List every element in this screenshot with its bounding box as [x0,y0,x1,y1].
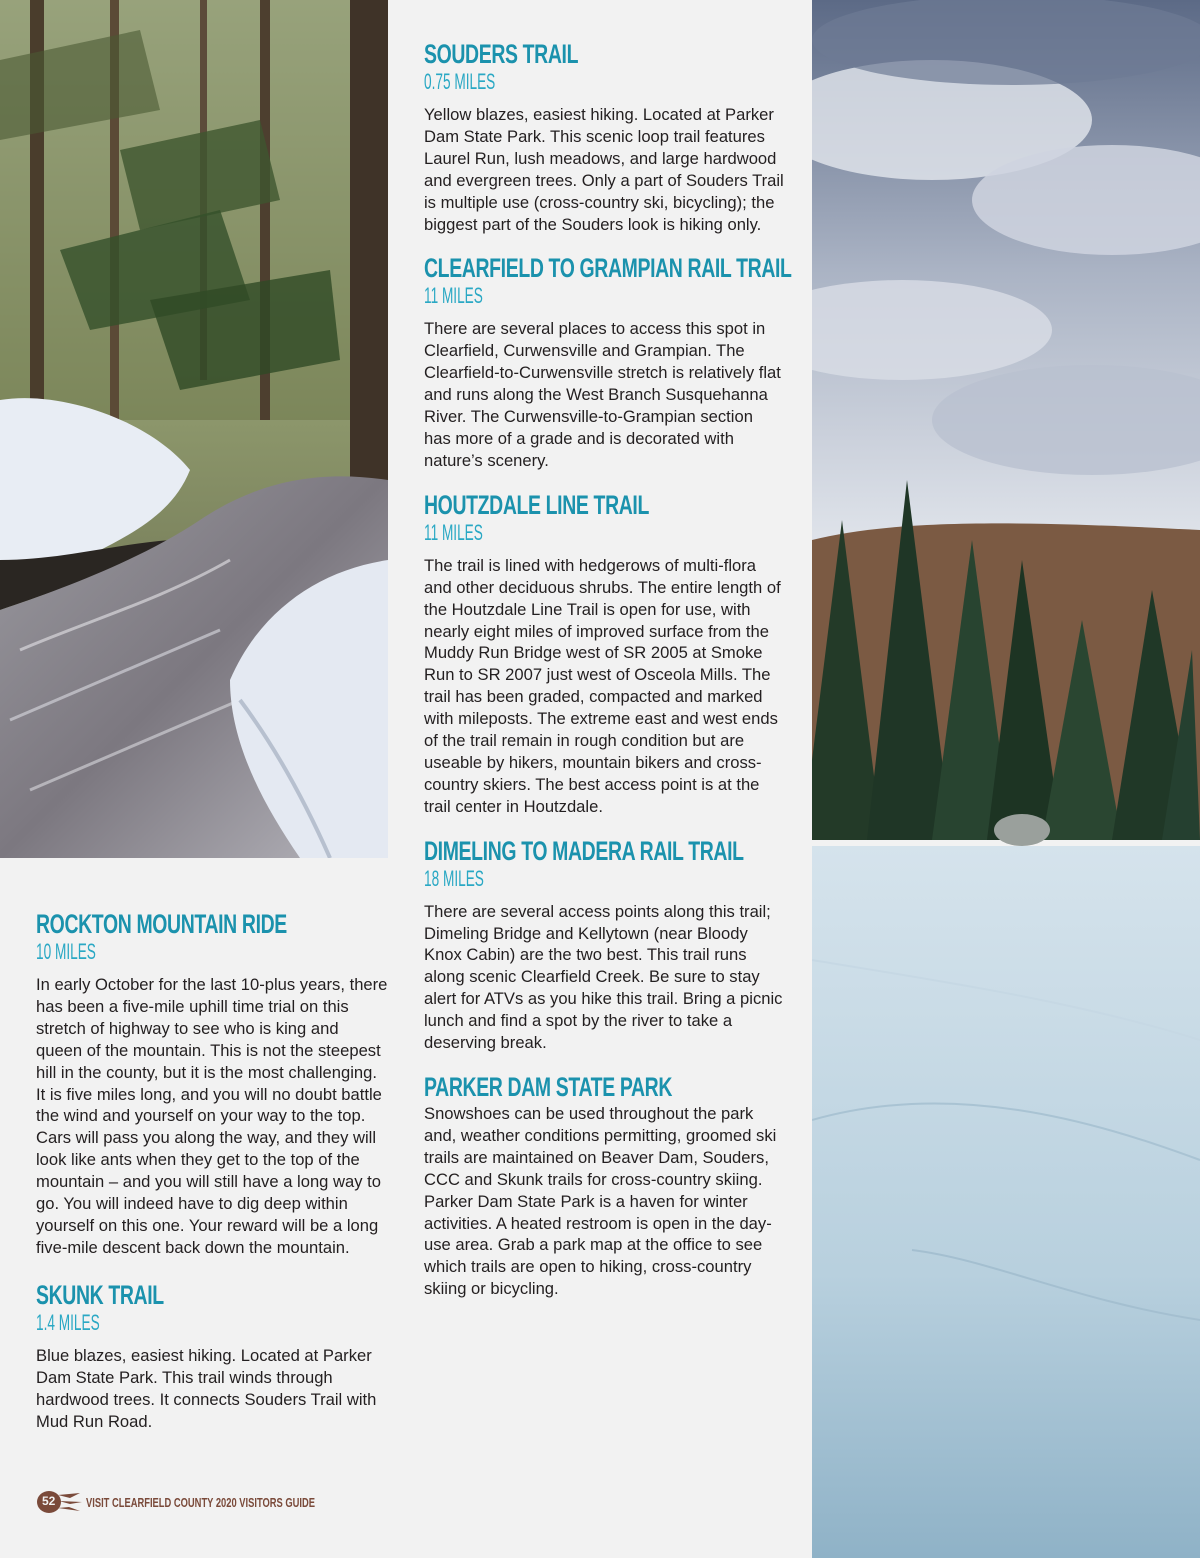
trail-clearfield-grampian [424,252,792,471]
trail-description: There are several places to access this spot in Clearfield, Curwensville and Grampian. The Clearfield-to-Curwensville stretch is relatively flat and runs along the West Branch Susquehanna River. The Curwensville-to-Grampian section has more of a grade and is decorated with nature’s scenery. [424,319,781,470]
trail-description: There are several access points along this trail; Dimeling Bridge and Kellytown (near Bloody Knox Cabin) are the two best. This trail runs along scenic Clearfield Creek. Be sure to stay alert for ATVs as you hike this trail. Bring a picnic lunch and find a spot by the river to take a deserving break. [424,901,783,1053]
bear-paw-icon [36,1490,82,1514]
trail-title: PARKER DAM STATE PARK [424,1072,673,1102]
trail-title: HOUTZDALE LINE TRAIL [424,489,649,520]
right-text-column [424,38,792,1300]
page-footer [36,1490,404,1514]
trail-description: Yellow blazes, easiest hiking. Located at Parker Dam State Park. This scenic loop trail features Laurel Run, lush meadows, and large hardwood and evergreen trees. Only a part of Souders Trail is multiple use (cross-country ski, bicycling); the biggest part of the Souders look is hiking only. [424,105,784,234]
trail-title: SOUDERS TRAIL [424,39,579,69]
trail-skunk [36,1279,388,1433]
trail-houtzdale-line [424,489,784,818]
trail-description: Blue blazes, easiest hiking. Located at Parker Dam State Park. This trail winds through hardwood trees. It connects Souders Trail with Mud Run Road. [36,1345,377,1431]
frozen-lake-photo [812,0,1200,1558]
trail-title: ROCKTON MOUNTAIN RIDE [36,909,287,939]
trail-distance: 18 MILES [424,865,484,891]
trail-distance: 1.4 MILES [36,1309,100,1335]
trail-distance: 11 MILES [424,283,483,309]
page-number: 52 [42,1494,56,1508]
trail-distance: 0.75 MILES [424,69,496,94]
trail-description: In early October for the last 10-plus years, there has been a five-mile uphill time trial on this stretch of highway to see who is king and queen of the mountain. This is not the steepest hill in the county, but it is the most challenging. It is five miles long, and you will no doubt battle the wind and yourself on your way to the top. Cars will pass you along the way, and they will look like ants when they get to the top of the mountain – and you will still have a long way to go. You will indeed have to dig deep within yourself on this one. Your reward will be a long five-mile descent back down the mountain. [36,975,388,1257]
left-text-column [36,908,388,1432]
guide-title: VISIT CLEARFIELD COUNTY 2020 VISITORS GUIDE [86,1494,316,1510]
trail-rockton-mountain [36,908,388,1259]
trail-parker-dam [424,1071,784,1300]
trail-description: Snowshoes can be used throughout the park and, weather conditions permitting, groomed ski trails are maintained on Beaver Dam, Souders, CCC and Skunk trails for cross-country skiing. Parker Dam State Park is a haven for winter activities. A heated restroom is open in the day-use area. Grab a park map at the office to see which trails are open to hiking, cross-country skiing or bicycling. [424,1104,777,1299]
trail-title: DIMELING TO MADERA RAIL TRAIL [424,835,744,866]
trail-description: The trail is lined with hedgerows of multi-flora and other deciduous shrubs. The entire length of the Houtzdale Line Trail is open for use, with nearly eight miles of improved surface from the Muddy Run Bridge west of SR 2005 at Smoke Run to SR 2007 just west of Osceola Mills. The trail has been graded, compacted and marked with mileposts. The extreme east and west ends of the trail remain in rough condition but are useable by hikers, mountain bikers and cross-country skiers. The best access point is at the trail center in Houtzdale. [424,555,781,816]
trail-dimeling-madera [424,835,784,1054]
snowy-stream-photo [0,0,388,858]
trail-distance: 10 MILES [36,939,96,964]
trail-title: SKUNK TRAIL [36,1279,164,1310]
trail-distance: 11 MILES [424,519,483,545]
trail-title: CLEARFIELD TO GRAMPIAN RAIL TRAIL [424,253,792,284]
trail-souders [424,38,784,235]
